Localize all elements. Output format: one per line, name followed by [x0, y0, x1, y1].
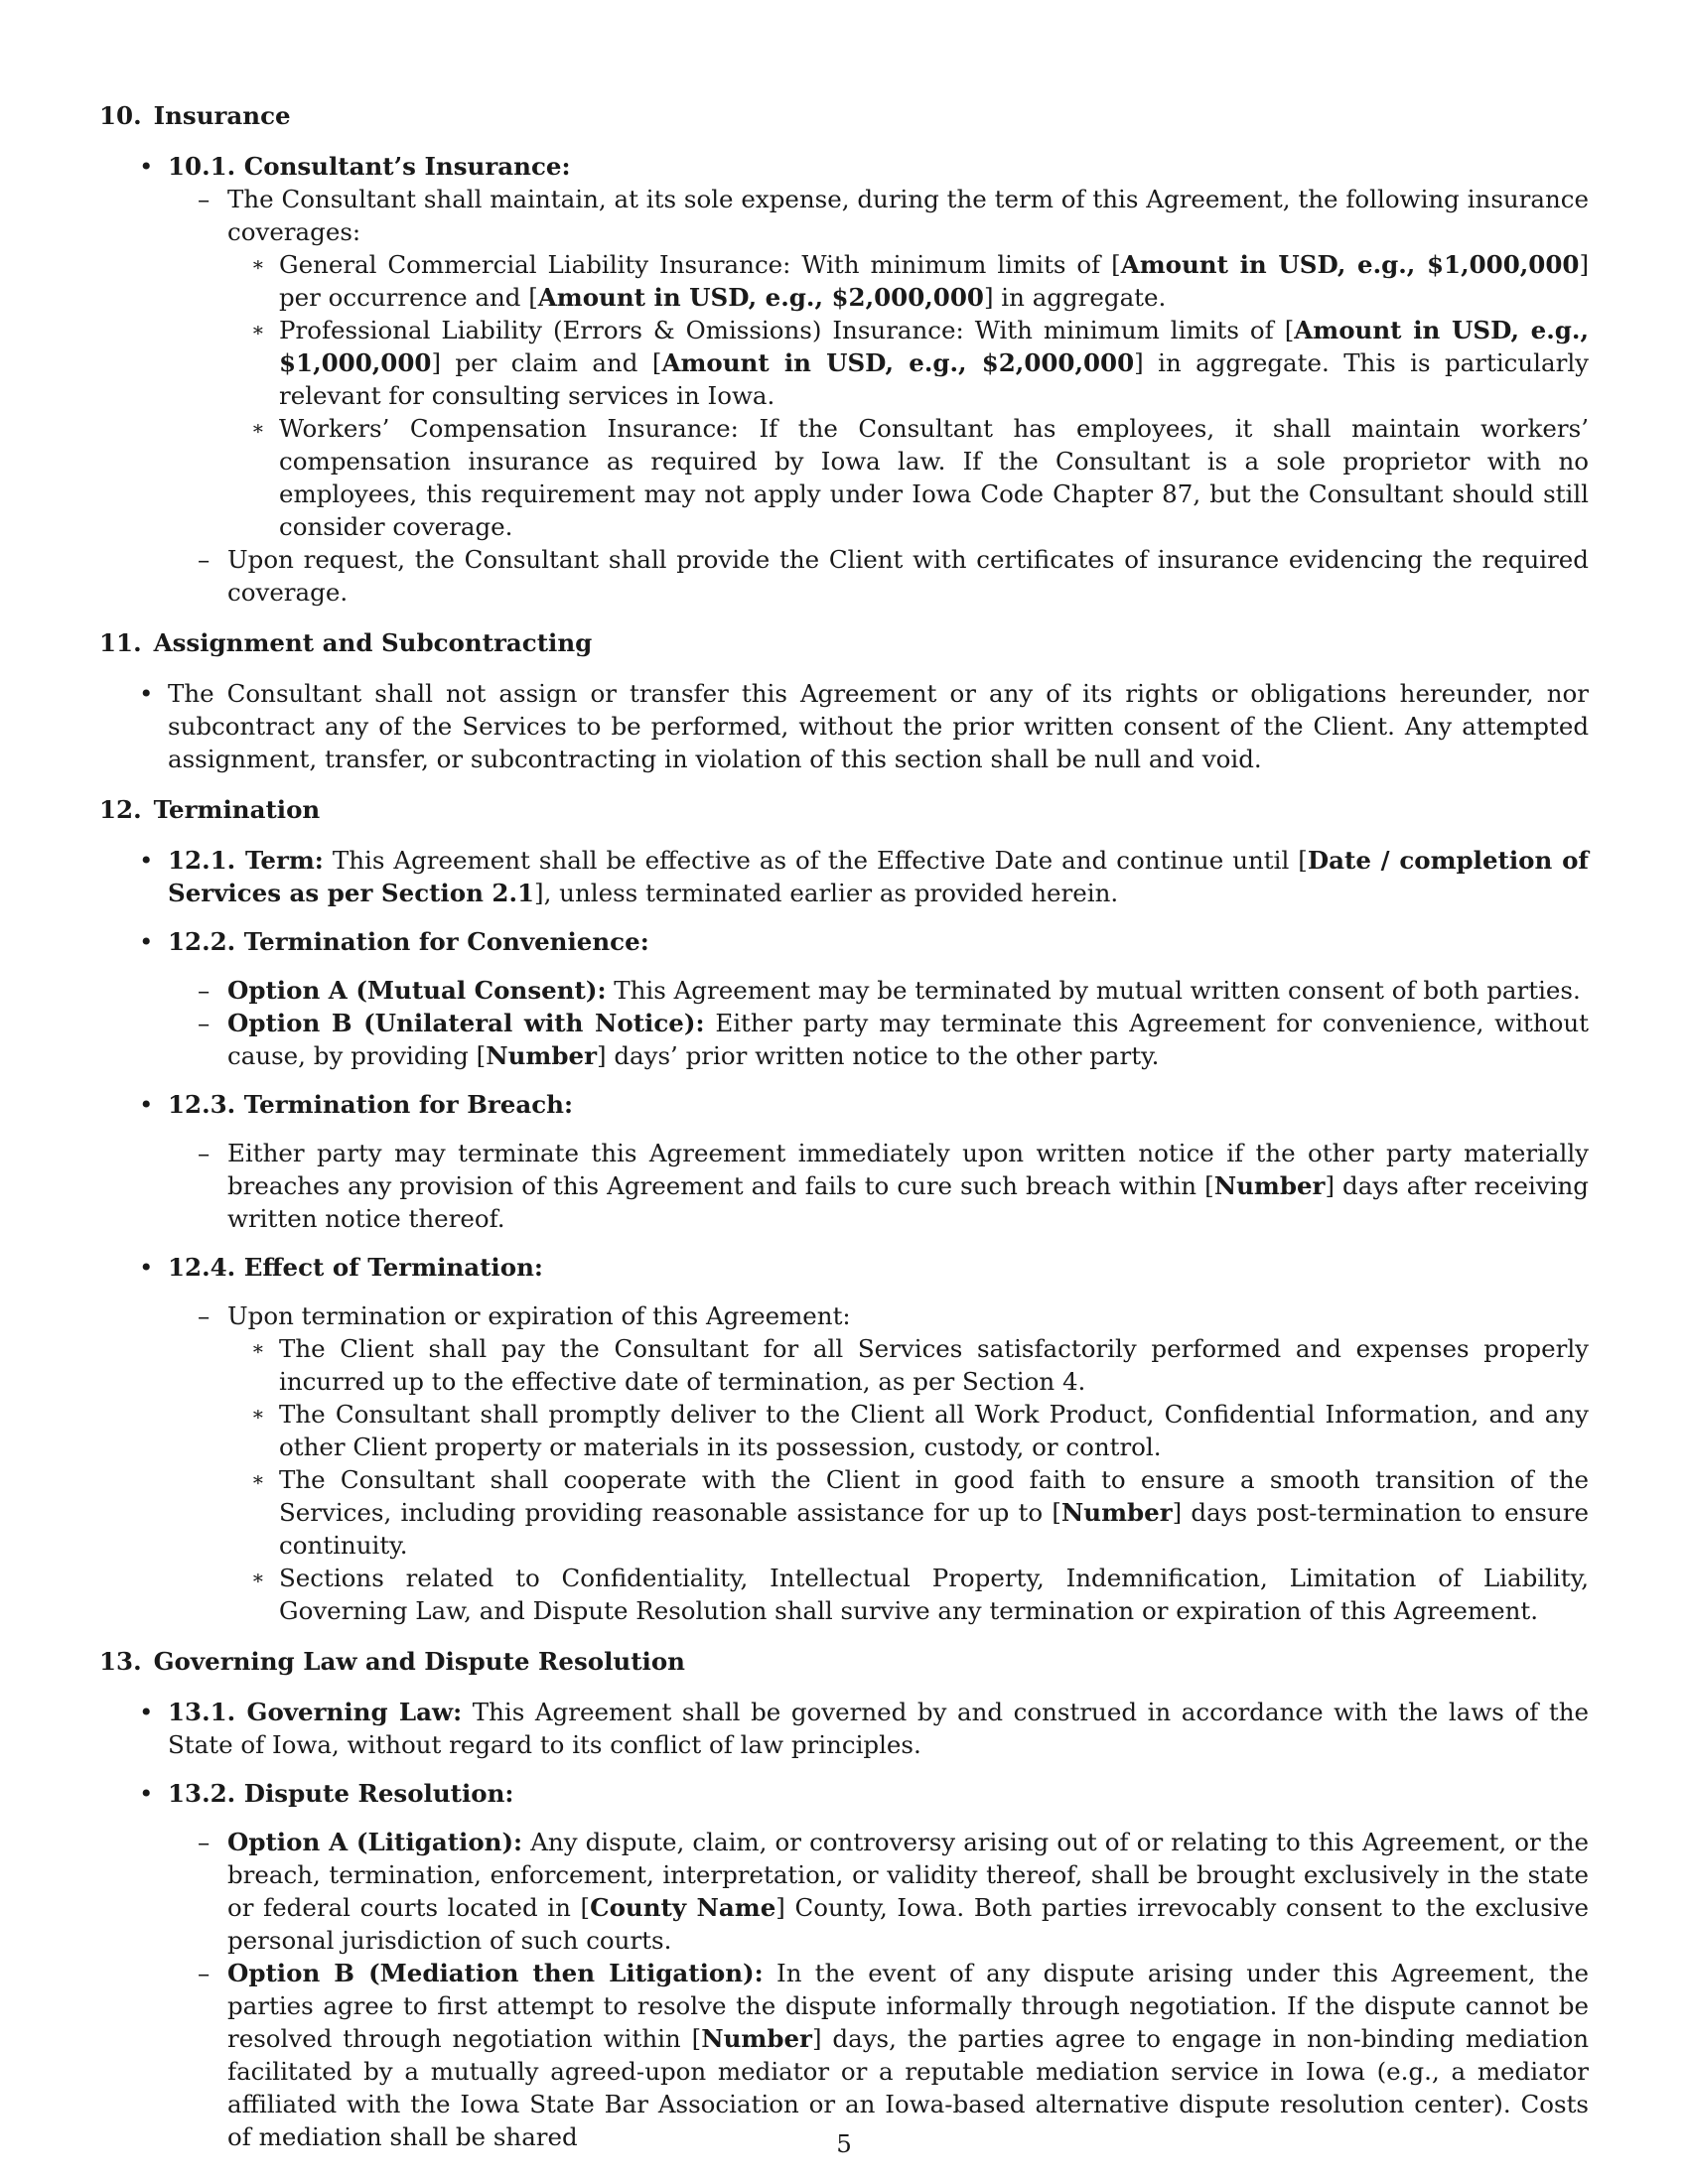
- dash-marker: –: [198, 976, 211, 1005]
- bullet-marker: •: [139, 1698, 154, 1726]
- document-page: [99, 99, 1589, 2153]
- placeholder-field: Number: [1213, 1171, 1326, 1200]
- clause-12-2-option-a: – Option A (Mutual Consent): This Agreement may be terminated by mutual written consent of both parties.: [198, 976, 1581, 1005]
- section-heading-assignment: 11. Assignment and Subcontracting: [99, 628, 593, 657]
- star-marker: ∗: [251, 1402, 265, 1426]
- placeholder-field: Amount in USD, e.g., $2,000,000: [537, 283, 984, 312]
- clause-10-1-intro: – The Consultant shall maintain, at its sole expense, during the term of this Agreement, the following insurance coverages:: [198, 185, 1589, 246]
- clause-13-2-option-b: – Option B (Mediation then Litigation): In the event of any dispute arising under this Agreement, the parties agree to first attempt to resolve the dispute informally through negotiation. If the dispute cannot be resolved through negotiation within [Number] days, the parties agree to engage in non-binding mediation facilitated by a mutually agreed-upon mediator or a reputable mediation service in Iowa (e.g., a mediator affiliated with the Iowa State Bar Association or an Iowa-based alternative dispute resolution center). Costs of mediation shall be shared: [198, 1959, 1590, 2151]
- star-marker: ∗: [251, 252, 265, 276]
- page-number: 5: [836, 2129, 852, 2158]
- clause-12-1: • 12.1. Term: This Agreement shall be effective as of the Effective Date and continue until [Date / completion of Services as per Section 2.1], unless terminated earlier as provided herein.: [139, 846, 1589, 907]
- clause-13-2-option-a: – Option A (Litigation): Any dispute, claim, or controversy arising out of or relating to this Agreement, or the breach, termination, enforcement, interpretation, or validity thereof, shall be brought exclusively in the state or federal courts located in [County Name] County, Iowa. Both parties irrevocably consent to the exclusive personal jurisdiction of such courts.: [198, 1828, 1589, 1955]
- dash-marker: –: [198, 185, 211, 213]
- clause-label: 13.2. Dispute Resolution:: [168, 1779, 514, 1808]
- placeholder-field: Number: [1060, 1498, 1173, 1527]
- dash-marker: –: [198, 1009, 211, 1037]
- clause-label: 10.1. Consultant’s Insurance:: [168, 152, 571, 181]
- clause-12-3: [99, 1088, 1589, 1121]
- placeholder-field: Amount in USD, e.g., $2,000,000: [661, 348, 1135, 377]
- placeholder-field: County Name: [590, 1893, 776, 1922]
- insurance-general-liability: ∗ General Commercial Liability Insurance: With minimum limits of [Amount in USD, e.g., $1,000,000] per occurrence and [Amount in USD, e.g., $2,000,000] in aggregate.: [251, 250, 1589, 312]
- termination-transition: ∗ The Consultant shall cooperate with the Client in good faith to ensure a smooth transition of the Services, including providing reasonable assistance for up to [Number] days post-termination to ensure continuity.: [251, 1465, 1589, 1560]
- section-heading-termination: 12. Termination: [99, 795, 321, 824]
- star-marker: ∗: [251, 318, 265, 341]
- termination-survival: ∗ Sections related to Confidentiality, Intellectual Property, Indemnification, Limitation of Liability, Governing Law, and Dispute Resolution shall survive any termination or expiration of this Agreement.: [251, 1564, 1589, 1625]
- placeholder-field: Number: [486, 1041, 597, 1070]
- insurance-certificates: – Upon request, the Consultant shall provide the Client with certificates of insurance evidencing the required coverage.: [198, 545, 1589, 607]
- placeholder-field: Amount in USD, e.g., $1,000,000: [279, 316, 1589, 377]
- clause-label: 12.4. Effect of Termination:: [168, 1253, 543, 1282]
- clause-10-1: [99, 150, 1589, 183]
- bullet-marker: •: [139, 1253, 154, 1282]
- section-12-list: [99, 844, 1589, 1627]
- clause-12-2: [99, 925, 1589, 958]
- termination-delivery: ∗ The Consultant shall promptly deliver to the Client all Work Product, Confidential Information, and any other Client property or materials in its possession, custody, or control.: [251, 1400, 1589, 1461]
- termination-payment: ∗ The Client shall pay the Consultant for all Services satisfactorily performed and expenses properly incurred up to the effective date of termination, as per Section 4.: [251, 1334, 1589, 1396]
- section-10-list: [99, 150, 1589, 609]
- star-marker: ∗: [251, 1566, 265, 1589]
- dash-marker: –: [198, 545, 211, 574]
- bullet-marker: •: [139, 927, 154, 956]
- bullet-marker: •: [139, 846, 154, 875]
- section-heading-insurance: 10. Insurance: [99, 101, 291, 130]
- insurance-professional-liability: ∗ Professional Liability (Errors & Omissions) Insurance: With minimum limits of [Amount in USD, e.g., $1,000,000] per claim and [Amount in USD, e.g., $2,000,000] in aggregate. This is particularly relevant for consulting services in Iowa.: [251, 316, 1589, 410]
- dash-marker: –: [198, 1959, 211, 1987]
- dash-marker: –: [198, 1301, 211, 1330]
- insurance-workers-comp: ∗ Workers’ Compensation Insurance: If the Consultant has employees, it shall maintain workers’ compensation insurance as required by Iowa law. If the Consultant is a sole proprietor with no employees, this requirement may not apply under Iowa Code Chapter 87, but the Consultant should still consider coverage.: [251, 414, 1589, 541]
- clause-11: • The Consultant shall not assign or transfer this Agreement or any of its rights or obligations hereunder, nor subcontract any of the Services to be performed, without the prior written consent of the Client. Any attempted assignment, transfer, or subcontracting in violation of this section shall be null and void.: [139, 679, 1589, 773]
- bullet-marker: •: [139, 1090, 154, 1119]
- star-marker: ∗: [251, 416, 265, 440]
- bullet-marker: •: [139, 1779, 154, 1808]
- placeholder-field: Amount in USD, e.g., $1,000,000: [1120, 250, 1580, 279]
- clause-12-4-intro: – Upon termination or expiration of this Agreement:: [198, 1301, 851, 1330]
- clause-13-2: [99, 1777, 1589, 1810]
- bullet-marker: •: [139, 152, 154, 181]
- clause-label: 13.1. Governing Law:: [168, 1698, 463, 1726]
- star-marker: ∗: [251, 1467, 265, 1491]
- section-13-list: [99, 1696, 1589, 2153]
- clause-12-3-text: – Either party may terminate this Agreement immediately upon written notice if the other party materially breaches any provision of this Agreement and fails to cure such breach within [Number] days after receiving written notice thereof.: [198, 1139, 1589, 1233]
- placeholder-field: Number: [701, 2024, 812, 2053]
- clause-label: 12.1. Term:: [168, 846, 324, 875]
- clause-label: 12.3. Termination for Breach:: [168, 1090, 574, 1119]
- section-heading-governing-law: 13. Governing Law and Dispute Resolution: [99, 1647, 685, 1676]
- clause-13-1: • 13.1. Governing Law: This Agreement shall be governed by and construed in accordance with the laws of the State of Iowa, without regard to its conflict of law principles.: [139, 1698, 1589, 1759]
- clause-12-4: [99, 1251, 1589, 1284]
- clause-12-2-option-b: – Option B (Unilateral with Notice): Either party may terminate this Agreement for convenience, without cause, by providing [Number] days’ prior written notice to the other party.: [198, 1009, 1589, 1070]
- section-11-list: [99, 677, 1589, 775]
- dash-marker: –: [198, 1139, 211, 1167]
- bullet-marker: •: [139, 679, 154, 708]
- star-marker: ∗: [251, 1336, 265, 1360]
- dash-marker: –: [198, 1828, 211, 1856]
- placeholder-field: Date / completion of Services as per Section 2.1: [168, 846, 1589, 907]
- clause-label: 12.2. Termination for Convenience:: [168, 927, 649, 956]
